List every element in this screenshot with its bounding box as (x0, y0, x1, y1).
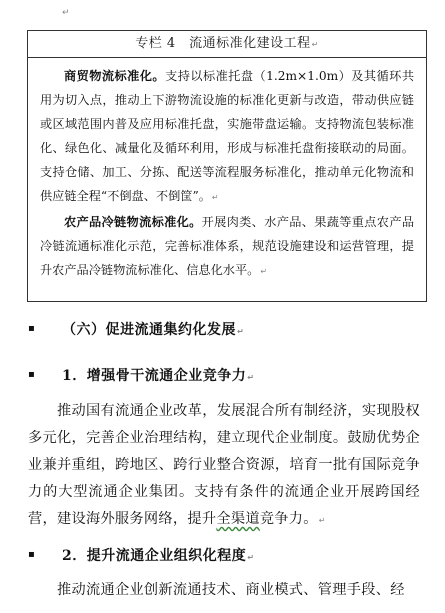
spellcheck-underlined-text: 全渠道 (216, 511, 260, 527)
body-paragraph (28, 398, 420, 534)
box-paragraph-lead: 商贸物流标准化。 (64, 69, 166, 83)
box-paragraph-lead: 农产品冷链物流标准化。 (64, 215, 202, 229)
sidebar-box-column-4 (27, 30, 427, 302)
paragraph-mark: ↵ (311, 40, 319, 49)
heading-bullet: ▪ (28, 323, 35, 334)
subsection-heading (62, 365, 254, 385)
paragraph-mark: ↵ (247, 553, 255, 562)
box-title-text: 专栏 4 流通标准化建设工程 (135, 36, 311, 51)
paragraph-mark: ↵ (318, 516, 326, 525)
body-text: 推动流通企业创新流通技术、商业模式、管理手段、经 (57, 582, 405, 598)
subsection-heading-text: 1．增强骨干流通企业竞争力 (62, 368, 247, 384)
subsection-heading (62, 545, 254, 565)
paragraph-mark: ↵ (237, 327, 245, 336)
body-paragraph (28, 577, 420, 604)
box-paragraph-logistics (40, 64, 414, 210)
section-heading-text: （六）促进流通集约化发展 (62, 322, 236, 338)
box-title (28, 31, 426, 58)
heading-bullet: ▪ (28, 369, 35, 380)
paragraph-mark: ↵ (62, 8, 70, 18)
heading-bullet: ▪ (28, 549, 35, 560)
box-paragraph-text: 开展肉类、水产品、果蔬等重点农产品冷链流通标准化示范，完善标准体系，规范设施建设和运营管理，提升农产品冷链物流标准化、信息化水平。 (40, 215, 415, 277)
box-body (28, 58, 426, 284)
body-text: 竞争力。 (259, 511, 318, 527)
paragraph-mark: ↵ (260, 267, 268, 276)
section-heading (62, 319, 244, 339)
box-paragraph-text: 支持以标准托盘（1.2m×1.0m）及其循环共用为切入点，推动上下游物流设施的标准化更新与改造，带动供应链或区域范围内普及应用标准托盘，实施带盘运输。支持物流包装标准化、绿色化、减量化及循环利用，形成与标准托盘衔接联动的局面。支持仓储、加工、分拣、配送等流程服务标准化，推动单元化物流和供应链全程“不倒盘、不倒筐”。 (40, 69, 415, 203)
box-paragraph-cold-chain (40, 210, 414, 284)
subsection-heading-text: 2．提升流通企业组织化程度 (62, 548, 247, 564)
paragraph-mark: ↵ (247, 373, 255, 382)
paragraph-mark: ↵ (211, 193, 219, 202)
body-text: 推动国有流通企业改革，发展混合所有制经济，实现股权多元化，完善企业治理结构，建立现代企业制度。鼓励优势企业兼并重组，跨地区、跨行业整合资源，培育一批有国际竞争力的大型流通企业集团。支持有条件的流通企业开展跨国经营，建设海外服务网络，提升 (28, 403, 420, 527)
